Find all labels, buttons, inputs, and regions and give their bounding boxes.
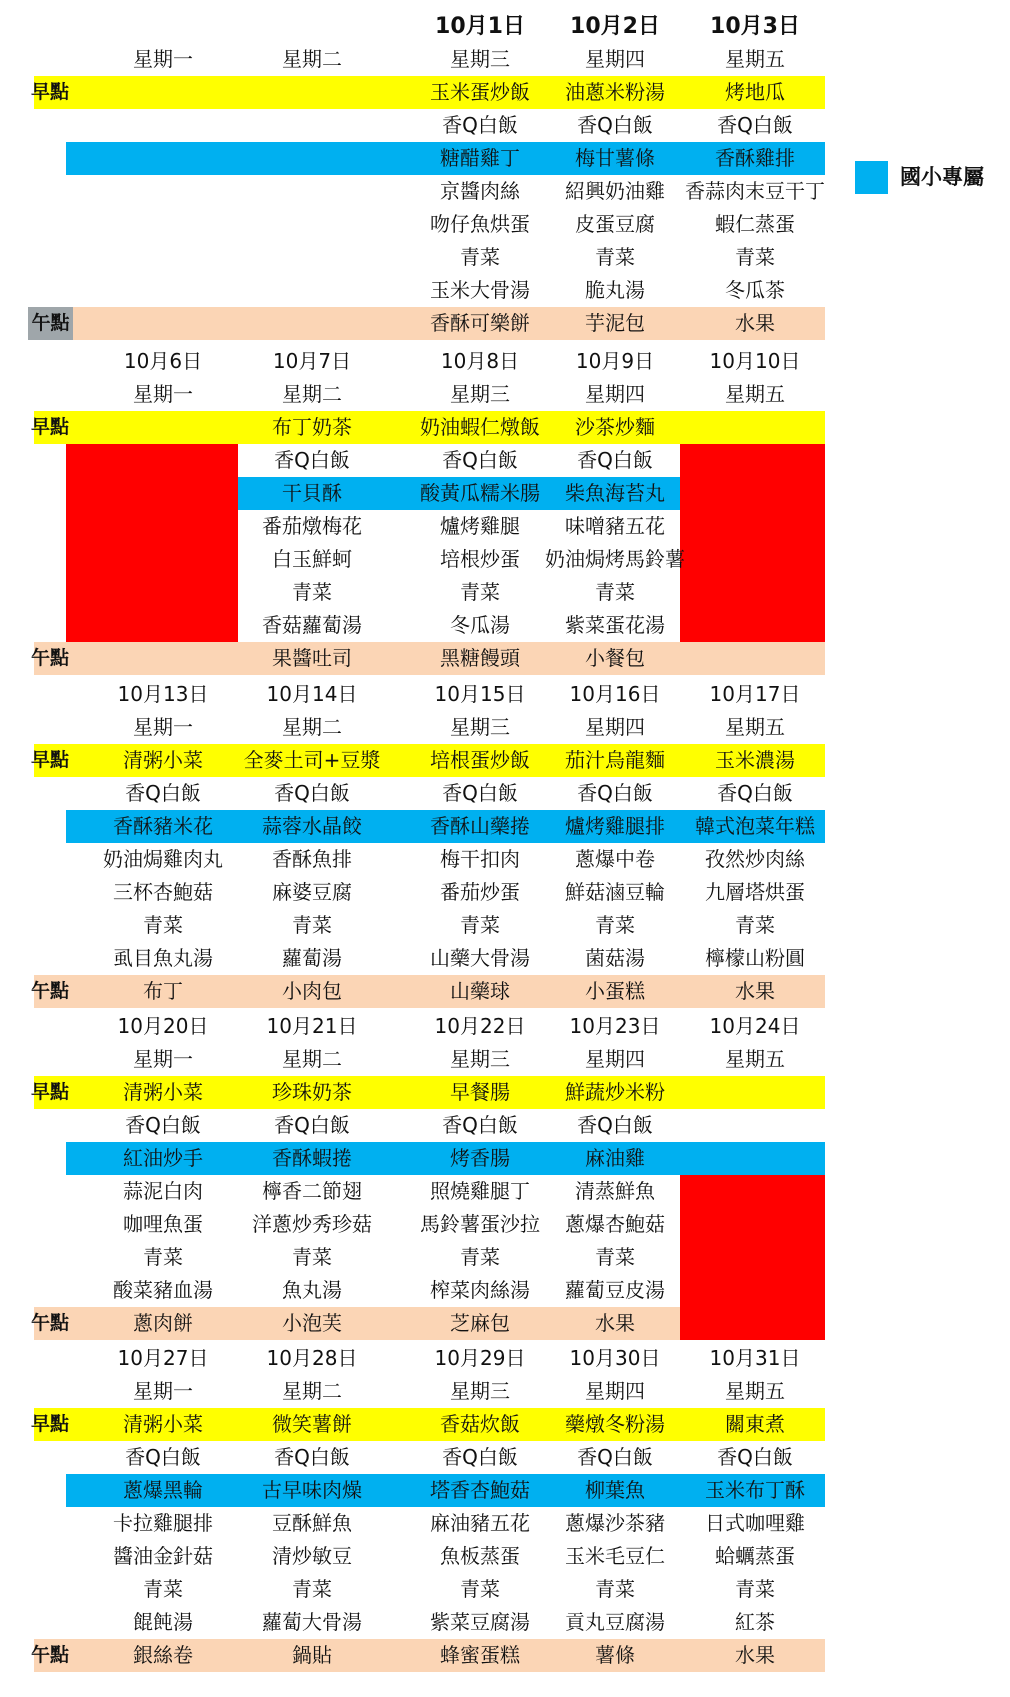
week1-soup-cell: [237, 274, 387, 307]
week1-veg-cell: 青菜: [735, 245, 775, 269]
week4-soup-cell: 蘿蔔豆皮湯: [565, 1278, 665, 1302]
week2-days-cell: 星期三: [450, 382, 510, 406]
week3-snack-cell: 布丁: [143, 979, 183, 1003]
week1-elementary-cell: 梅甘薯條: [575, 146, 655, 170]
week4-snack-cell: 水果: [595, 1311, 635, 1335]
week3-rice-cell: 香Q白飯: [274, 781, 350, 805]
week5-soup-cell: 紫菜豆腐湯: [430, 1610, 530, 1634]
week5-veg-cell: 青菜: [460, 1577, 500, 1601]
week2-soup-cell: 冬瓜湯: [450, 613, 510, 637]
week3-dish1-cell: 孜然炒肉絲: [705, 847, 805, 871]
week2-veg-cell: 青菜: [595, 580, 635, 604]
week4-dish1-cell: 清蒸鮮魚: [575, 1179, 655, 1203]
week4-veg-cell: 青菜: [143, 1245, 183, 1269]
week2-rice-cell: 香Q白飯: [274, 448, 350, 472]
week2-dish1-cell: [88, 510, 238, 543]
week1-snack-cell: [237, 307, 387, 340]
week3-dates-cell: 10月15日: [434, 682, 526, 706]
week1-rice-cell: 香Q白飯: [717, 113, 793, 137]
week5-dish2-cell: 玉米毛豆仁: [565, 1544, 665, 1568]
week2-dish2-cell: 培根炒蛋: [440, 547, 520, 571]
week1-breakfast-cell: [88, 76, 238, 109]
week1-dates-cell: 10月1日: [435, 14, 525, 39]
breakfast-label: 早點: [30, 749, 69, 771]
week5-days-cell: 星期二: [282, 1379, 342, 1403]
week4-dates-cell: 10月24日: [709, 1014, 801, 1038]
week3-days-cell: 星期四: [585, 715, 645, 739]
snack-label: 午點: [28, 307, 73, 340]
week2-rice-cell: 香Q白飯: [577, 448, 653, 472]
week3-soup-cell: 菌菇湯: [585, 946, 645, 970]
week1-dish2-cell: [88, 208, 238, 241]
week5-days-cell: 星期四: [585, 1379, 645, 1403]
week3-rice-cell: 香Q白飯: [717, 781, 793, 805]
week5-days-cell: 星期五: [725, 1379, 785, 1403]
week3-dish1-cell: 蔥爆中卷: [575, 847, 655, 871]
week1-snack-cell: 水果: [735, 311, 775, 335]
week1-dates-cell: [88, 10, 238, 43]
legend-label: 國小專屬: [900, 165, 984, 189]
week5-veg-cell: 青菜: [143, 1577, 183, 1601]
week3-elementary-cell: 香酥豬米花: [113, 814, 213, 838]
week1-dish1-cell: 香蒜肉末豆干丁: [685, 179, 825, 203]
week4-dish2-cell: [680, 1208, 830, 1241]
week4-rice-cell: 香Q白飯: [274, 1113, 350, 1137]
week1-snack-cell: 香酥可樂餅: [430, 311, 530, 335]
week2-rice-cell: [680, 444, 830, 477]
week5-rice-cell: 香Q白飯: [442, 1445, 518, 1469]
week2-breakfast-cell: [680, 411, 830, 444]
week3-dish2-cell: 三杯杏鮑菇: [113, 880, 213, 904]
week3-veg-cell: 青菜: [595, 913, 635, 937]
week4-veg-cell: 青菜: [595, 1245, 635, 1269]
week5-dish1-cell: 麻油豬五花: [430, 1511, 530, 1535]
week2-dish2-cell: 奶油焗烤馬鈴薯: [545, 547, 685, 571]
week3-breakfast-cell: 茄汁烏龍麵: [565, 748, 665, 772]
week5-breakfast-cell: 微笑薯餅: [272, 1412, 352, 1436]
week5-dish2-cell: 醬油金針菇: [113, 1544, 213, 1568]
week4-snack-cell: [680, 1307, 830, 1340]
week3-dates-cell: 10月17日: [709, 682, 801, 706]
week4-days-cell: 星期一: [133, 1047, 193, 1071]
week4-days-cell: 星期四: [585, 1047, 645, 1071]
week1-rice-cell: 香Q白飯: [442, 113, 518, 137]
week2-snack-cell: [88, 642, 238, 675]
week4-snack-cell: 芝麻包: [450, 1311, 510, 1335]
week5-dates-cell: 10月29日: [434, 1346, 526, 1370]
week5-dish2-cell: 蛤蠣蒸蛋: [715, 1544, 795, 1568]
week2-dish1-cell: [680, 510, 830, 543]
week4-days-cell: 星期五: [725, 1047, 785, 1071]
week4-snack-cell: 蔥肉餅: [133, 1311, 193, 1335]
week3-breakfast-cell: 清粥小菜: [123, 748, 203, 772]
week4-breakfast-cell: [680, 1076, 830, 1109]
week1-soup-cell: [88, 274, 238, 307]
week5-days-cell: 星期一: [133, 1379, 193, 1403]
week1-soup-cell: 脆丸湯: [585, 278, 645, 302]
breakfast-label: 早點: [30, 1413, 69, 1435]
week5-rice-cell: 香Q白飯: [577, 1445, 653, 1469]
week3-soup-cell: 檸檬山粉圓: [705, 946, 805, 970]
week3-rice-cell: 香Q白飯: [577, 781, 653, 805]
week4-breakfast-cell: 鮮蔬炒米粉: [565, 1080, 665, 1104]
week1-rice-cell: 香Q白飯: [577, 113, 653, 137]
week1-veg-cell: 青菜: [595, 245, 635, 269]
week2-veg-cell: [680, 576, 830, 609]
week5-breakfast-cell: 清粥小菜: [123, 1412, 203, 1436]
week3-dish1-cell: 香酥魚排: [272, 847, 352, 871]
week1-elementary-cell: 糖醋雞丁: [440, 146, 520, 170]
week1-elementary-cell: [237, 142, 387, 175]
week3-rice-cell: 香Q白飯: [442, 781, 518, 805]
week5-dish1-cell: 豆酥鮮魚: [272, 1511, 352, 1535]
week5-snack-cell: 蜂蜜蛋糕: [440, 1643, 520, 1667]
week2-dates-cell: 10月6日: [123, 349, 203, 373]
week4-elementary-cell: [680, 1142, 830, 1175]
week2-breakfast-cell: 沙茶炒麵: [575, 415, 655, 439]
week5-elementary-cell: 蔥爆黑輪: [123, 1478, 203, 1502]
week4-dates-cell: 10月20日: [117, 1014, 209, 1038]
week3-elementary-cell: 爐烤雞腿排: [565, 814, 665, 838]
week1-days-cell: 星期四: [585, 47, 645, 71]
week5-snack-cell: 水果: [735, 1643, 775, 1667]
week2-dish2-cell: [680, 543, 830, 576]
week2-veg-cell: 青菜: [292, 580, 332, 604]
week4-veg-cell: [680, 1241, 830, 1274]
week5-dish2-cell: 魚板蒸蛋: [440, 1544, 520, 1568]
week2-soup-cell: [88, 609, 238, 642]
week3-snack-cell: 山藥球: [450, 979, 510, 1003]
snack-label: 午點: [30, 1312, 69, 1334]
week3-days-cell: 星期一: [133, 715, 193, 739]
week5-elementary-cell: 塔香杏鮑菇: [430, 1478, 530, 1502]
week4-soup-cell: 魚丸湯: [282, 1278, 342, 1302]
week2-dates-cell: 10月8日: [440, 349, 520, 373]
week2-elementary-cell: 柴魚海苔丸: [565, 481, 665, 505]
week3-veg-cell: 青菜: [735, 913, 775, 937]
week3-dish2-cell: 番茄炒蛋: [440, 880, 520, 904]
week3-snack-cell: 小蛋糕: [585, 979, 645, 1003]
week4-soup-cell: [680, 1274, 830, 1307]
week1-dish1-cell: 京醬肉絲: [440, 179, 520, 203]
week2-days-cell: 星期二: [282, 382, 342, 406]
week5-rice-cell: 香Q白飯: [717, 1445, 793, 1469]
breakfast-label: 早點: [30, 416, 69, 438]
week2-soup-cell: 紫菜蛋花湯: [565, 613, 665, 637]
week4-dish1-cell: 照燒雞腿丁: [430, 1179, 530, 1203]
week5-soup-cell: 蘿蔔大骨湯: [262, 1610, 362, 1634]
week3-soup-cell: 虱目魚丸湯: [113, 946, 213, 970]
week3-snack-cell: 水果: [735, 979, 775, 1003]
week1-dates-cell: 10月2日: [570, 14, 660, 39]
week5-veg-cell: 青菜: [735, 1577, 775, 1601]
week2-dish2-cell: [88, 543, 238, 576]
week4-soup-cell: 榨菜肉絲湯: [430, 1278, 530, 1302]
week4-veg-cell: 青菜: [460, 1245, 500, 1269]
week5-rice-cell: 香Q白飯: [125, 1445, 201, 1469]
week2-dish2-cell: 白玉鮮蚵: [272, 547, 352, 571]
week3-days-cell: 星期二: [282, 715, 342, 739]
week1-days-cell: 星期五: [725, 47, 785, 71]
snack-label: 午點: [30, 980, 69, 1002]
week5-dish2-cell: 清炒敏豆: [272, 1544, 352, 1568]
week4-rice-cell: 香Q白飯: [442, 1113, 518, 1137]
week1-dish2-cell: 皮蛋豆腐: [575, 212, 655, 236]
week2-dish1-cell: 味噌豬五花: [565, 514, 665, 538]
week5-veg-cell: 青菜: [595, 1577, 635, 1601]
week4-rice-cell: 香Q白飯: [125, 1113, 201, 1137]
week5-elementary-cell: 柳葉魚: [585, 1478, 645, 1502]
week4-breakfast-cell: 早餐腸: [450, 1080, 510, 1104]
week1-veg-cell: [88, 241, 238, 274]
week5-soup-cell: 貢丸豆腐湯: [565, 1610, 665, 1634]
week2-elementary-cell: 酸黃瓜糯米腸: [420, 481, 540, 505]
breakfast-label: 早點: [30, 81, 69, 103]
week3-elementary-cell: 香酥山藥捲: [430, 814, 530, 838]
week2-snack-cell: 果醬吐司: [272, 646, 352, 670]
week5-dish1-cell: 蔥爆沙茶豬: [565, 1511, 665, 1535]
week2-soup-cell: [680, 609, 830, 642]
week3-veg-cell: 青菜: [143, 913, 183, 937]
week3-dates-cell: 10月14日: [266, 682, 358, 706]
week2-dates-cell: 10月10日: [709, 349, 801, 373]
week1-breakfast-cell: 油蔥米粉湯: [565, 80, 665, 104]
week2-veg-cell: [88, 576, 238, 609]
week1-veg-cell: 青菜: [460, 245, 500, 269]
week5-dates-cell: 10月28日: [266, 1346, 358, 1370]
week5-dates-cell: 10月30日: [569, 1346, 661, 1370]
week5-veg-cell: 青菜: [292, 1577, 332, 1601]
week1-days-cell: 星期二: [282, 47, 342, 71]
week3-elementary-cell: 蒜蓉水晶餃: [262, 814, 362, 838]
week4-days-cell: 星期三: [450, 1047, 510, 1071]
week4-rice-cell: 香Q白飯: [577, 1113, 653, 1137]
week3-snack-cell: 小肉包: [282, 979, 342, 1003]
week5-rice-cell: 香Q白飯: [274, 1445, 350, 1469]
week4-rice-cell: [680, 1109, 830, 1142]
week5-soup-cell: 紅茶: [735, 1610, 775, 1634]
week5-elementary-cell: 玉米布丁酥: [705, 1478, 805, 1502]
week3-soup-cell: 蘿蔔湯: [282, 946, 342, 970]
week3-breakfast-cell: 全麥土司+豆漿: [243, 748, 381, 772]
week2-snack-cell: 黑糖饅頭: [440, 646, 520, 670]
week1-dish1-cell: 紹興奶油雞: [565, 179, 665, 203]
week5-dish1-cell: 卡拉雞腿排: [113, 1511, 213, 1535]
week5-breakfast-cell: 藥燉冬粉湯: [565, 1412, 665, 1436]
week2-breakfast-cell: [88, 411, 238, 444]
week4-days-cell: 星期二: [282, 1047, 342, 1071]
week5-dates-cell: 10月27日: [117, 1346, 209, 1370]
week5-dates-cell: 10月31日: [709, 1346, 801, 1370]
week2-elementary-cell: [680, 477, 830, 510]
week3-veg-cell: 青菜: [292, 913, 332, 937]
week2-dates-cell: 10月7日: [272, 349, 352, 373]
week2-breakfast-cell: 奶油蝦仁燉飯: [420, 415, 540, 439]
week4-breakfast-cell: 清粥小菜: [123, 1080, 203, 1104]
week3-days-cell: 星期三: [450, 715, 510, 739]
week4-dish1-cell: 蒜泥白肉: [123, 1179, 203, 1203]
week1-rice-cell: [237, 109, 387, 142]
week4-dates-cell: 10月23日: [569, 1014, 661, 1038]
week2-elementary-cell: [88, 477, 238, 510]
week4-breakfast-cell: 珍珠奶茶: [272, 1080, 352, 1104]
week1-elementary-cell: 香酥雞排: [715, 146, 795, 170]
week1-snack-cell: [88, 307, 238, 340]
week2-snack-cell: [680, 642, 830, 675]
legend-swatch: [855, 161, 888, 194]
week2-rice-cell: 香Q白飯: [442, 448, 518, 472]
breakfast-label: 早點: [30, 1081, 69, 1103]
snack-label: 午點: [30, 647, 69, 669]
week1-snack-cell: 芋泥包: [585, 311, 645, 335]
week2-soup-cell: 香菇蘿蔔湯: [262, 613, 362, 637]
week1-dish2-cell: [237, 208, 387, 241]
week4-dish2-cell: 咖哩魚蛋: [123, 1212, 203, 1236]
week3-breakfast-cell: 培根蛋炒飯: [430, 748, 530, 772]
week3-dish2-cell: 九層塔烘蛋: [705, 880, 805, 904]
week4-dates-cell: 10月22日: [434, 1014, 526, 1038]
week4-dish1-cell: [680, 1175, 830, 1208]
week1-elementary-cell: [88, 142, 238, 175]
week3-breakfast-cell: 玉米濃湯: [715, 748, 795, 772]
week2-snack-cell: 小餐包: [585, 646, 645, 670]
week4-dish2-cell: 蔥爆杏鮑菇: [565, 1212, 665, 1236]
week1-days-cell: 星期一: [133, 47, 193, 71]
week4-elementary-cell: 麻油雞: [585, 1146, 645, 1170]
week3-dish1-cell: 梅干扣肉: [440, 847, 520, 871]
week5-breakfast-cell: 香菇炊飯: [440, 1412, 520, 1436]
week4-dish2-cell: 洋蔥炒秀珍菇: [252, 1212, 372, 1236]
week1-breakfast-cell: [237, 76, 387, 109]
week5-elementary-cell: 古早味肉燥: [262, 1478, 362, 1502]
week2-days-cell: 星期四: [585, 382, 645, 406]
week2-breakfast-cell: 布丁奶茶: [272, 415, 352, 439]
week5-snack-cell: 銀絲卷: [133, 1643, 193, 1667]
week4-snack-cell: 小泡芙: [282, 1311, 342, 1335]
week1-dates-cell: [237, 10, 387, 43]
week3-soup-cell: 山藥大骨湯: [430, 946, 530, 970]
week1-breakfast-cell: 玉米蛋炒飯: [430, 80, 530, 104]
week1-days-cell: 星期三: [450, 47, 510, 71]
week5-days-cell: 星期三: [450, 1379, 510, 1403]
week3-dates-cell: 10月16日: [569, 682, 661, 706]
week5-snack-cell: 薯條: [595, 1643, 635, 1667]
week2-dish1-cell: 番茄燉梅花: [262, 514, 362, 538]
week5-dish1-cell: 日式咖哩雞: [705, 1511, 805, 1535]
week2-rice-cell: [88, 444, 238, 477]
week2-elementary-cell: 干貝酥: [282, 481, 342, 505]
week5-snack-cell: 鍋貼: [292, 1643, 332, 1667]
week3-dish1-cell: 奶油焗雞肉丸: [103, 847, 223, 871]
week1-dish2-cell: 蝦仁蒸蛋: [715, 212, 795, 236]
week3-elementary-cell: 韓式泡菜年糕: [695, 814, 815, 838]
week5-soup-cell: 餛飩湯: [133, 1610, 193, 1634]
week3-dates-cell: 10月13日: [117, 682, 209, 706]
week4-dates-cell: 10月21日: [266, 1014, 358, 1038]
week1-breakfast-cell: 烤地瓜: [725, 80, 785, 104]
week4-dish1-cell: 檸香二節翅: [262, 1179, 362, 1203]
week1-veg-cell: [237, 241, 387, 274]
week1-dish1-cell: [88, 175, 238, 208]
week3-days-cell: 星期五: [725, 715, 785, 739]
week1-dish1-cell: [237, 175, 387, 208]
snack-label: 午點: [30, 1644, 69, 1666]
week3-rice-cell: 香Q白飯: [125, 781, 201, 805]
week2-days-cell: 星期五: [725, 382, 785, 406]
week3-dish2-cell: 麻婆豆腐: [272, 880, 352, 904]
week2-veg-cell: 青菜: [460, 580, 500, 604]
week2-days-cell: 星期一: [133, 382, 193, 406]
week4-dish2-cell: 馬鈴薯蛋沙拉: [420, 1212, 540, 1236]
week1-dates-cell: 10月3日: [710, 14, 800, 39]
week4-elementary-cell: 香酥蝦捲: [272, 1146, 352, 1170]
week1-rice-cell: [88, 109, 238, 142]
week4-elementary-cell: 烤香腸: [450, 1146, 510, 1170]
week4-veg-cell: 青菜: [292, 1245, 332, 1269]
week4-soup-cell: 酸菜豬血湯: [113, 1278, 213, 1302]
week1-soup-cell: 冬瓜茶: [725, 278, 785, 302]
week2-dates-cell: 10月9日: [575, 349, 655, 373]
week1-dish2-cell: 吻仔魚烘蛋: [430, 212, 530, 236]
week2-dish1-cell: 爐烤雞腿: [440, 514, 520, 538]
week3-dish2-cell: 鮮菇滷豆輪: [565, 880, 665, 904]
week1-soup-cell: 玉米大骨湯: [430, 278, 530, 302]
week3-veg-cell: 青菜: [460, 913, 500, 937]
week5-breakfast-cell: 關東煮: [725, 1412, 785, 1436]
week4-elementary-cell: 紅油炒手: [123, 1146, 203, 1170]
